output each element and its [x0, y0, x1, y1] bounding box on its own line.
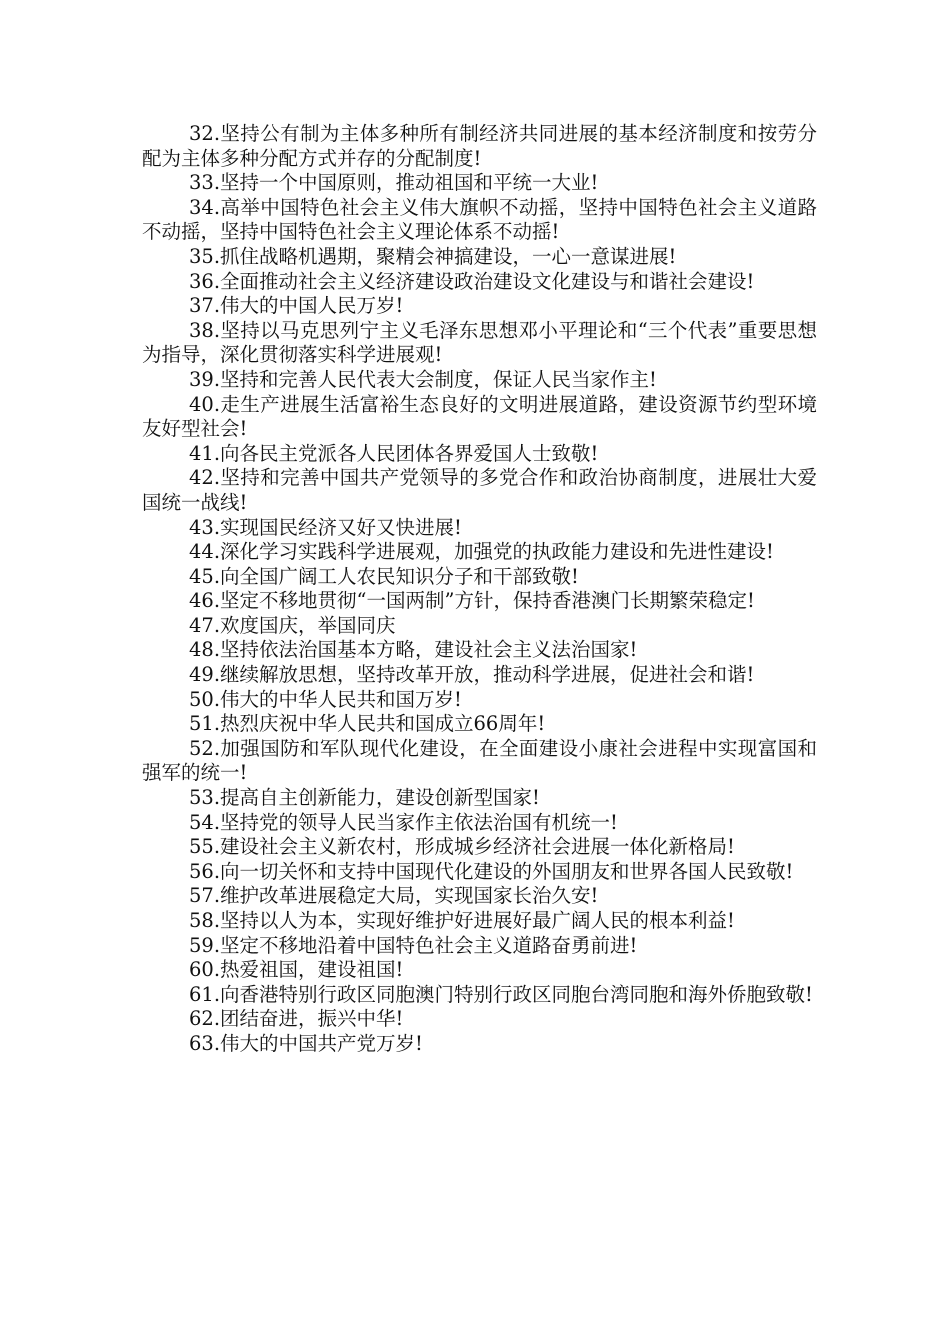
slogan-item-46: 46.坚定不移地贯彻“一国两制”方针，保持香港澳门长期繁荣稳定!	[189, 589, 755, 613]
slogan-item-56: 56.向一切关怀和支持中国现代化建设的外国朋友和世界各国人民致敬!	[189, 859, 794, 883]
slogan-item-53: 53.提高自主创新能力，建设创新型国家!	[189, 786, 540, 810]
slogan-item-63: 63.伟大的中国共产党万岁!	[189, 1031, 423, 1055]
slogan-item-62: 62.团结奋进，振兴中华!	[189, 1007, 404, 1031]
slogan-item-49: 49.继续解放思想，坚持改革开放，推动科学进展，促进社会和谐!	[189, 663, 755, 687]
slogan-item-58: 58.坚持以人为本，实现好维护好进展好最广阔人民的根本利益!	[189, 909, 735, 932]
slogan-item-54: 54.坚持党的领导人民当家作主依法治国有机统一!	[189, 810, 618, 834]
slogan-item-47: 47.欢度国庆，举国同庆	[189, 613, 396, 637]
slogan-item-50: 50.伟大的中华人民共和国万岁!	[189, 687, 462, 711]
slogan-item-41: 41.向各民主党派各人民团体各界爱国人士致敬!	[189, 441, 599, 465]
slogan-item-32: 32.坚持公有制为主体多种所有制经济共同进展的基本经济制度和按劳分配为主体多种分配方式并存的分配制度!	[142, 122, 817, 170]
slogan-item-39: 39.坚持和完善人民代表大会制度，保证人民当家作主!	[189, 367, 657, 391]
slogan-item-33: 33.坚持一个中国原则，推动祖国和平统一大业!	[189, 171, 599, 195]
slogan-item-51: 51.热烈庆祝中华人民共和国成立66周年!	[189, 712, 546, 736]
slogan-item-48: 48.坚持依法治国基本方略，建设社会主义法治国家!	[189, 638, 638, 662]
slogan-item-40: 40.走生产进展生活富裕生态良好的文明进展道路，建设资源节约型环境友好型社会!	[142, 392, 817, 441]
slogan-item-60: 60.热爱祖国，建设祖国!	[189, 958, 404, 982]
slogan-list	[142, 122, 817, 1057]
slogan-item-35: 35.抓住战略机遇期，聚精会神搞建设，一心一意谋进展!	[189, 244, 677, 268]
slogan-item-34: 34.高举中国特色社会主义伟大旗帜不动摇，坚持中国特色社会主义道路不动摇，坚持中国特色社会主义理论体系不动摇!	[142, 195, 817, 244]
slogan-item-36: 36.全面推动社会主义经济建设政治建设文化建设与和谐社会建设!	[189, 269, 755, 293]
slogan-item-52: 52.加强国防和军队现代化建设，在全面建设小康社会进程中实现富国和强军的统一!	[142, 736, 817, 785]
slogan-item-57: 57.维护改革进展稳定大局，实现国家长治久安!	[189, 884, 599, 908]
slogan-item-55: 55.建设社会主义新农村，形成城乡经济社会进展一体化新格局!	[189, 835, 735, 859]
slogan-item-42: 42.坚持和完善中国共产党领导的多党合作和政治协商制度，进展壮大爱国统一战线!	[142, 466, 817, 514]
slogan-item-44: 44.深化学习实践科学进展观，加强党的执政能力建设和先进性建设!	[189, 540, 774, 564]
slogan-item-37: 37.伟大的中国人民万岁!	[189, 294, 404, 318]
slogan-item-59: 59.坚定不移地沿着中国特色社会主义道路奋勇前进!	[189, 933, 638, 957]
slogan-item-43: 43.实现国民经济又好又快进展!	[189, 515, 462, 539]
slogan-item-61: 61.向香港特别行政区同胞澳门特别行政区同胞台湾同胞和海外侨胞致敬!	[189, 982, 813, 1006]
slogan-item-38: 38.坚持以马克思列宁主义毛泽东思想邓小平理论和“三个代表”重要思想为指导，深化贯彻落实科学进展观!	[142, 318, 817, 367]
slogan-item-45: 45.向全国广阔工人农民知识分子和干部致敬!	[189, 564, 579, 588]
